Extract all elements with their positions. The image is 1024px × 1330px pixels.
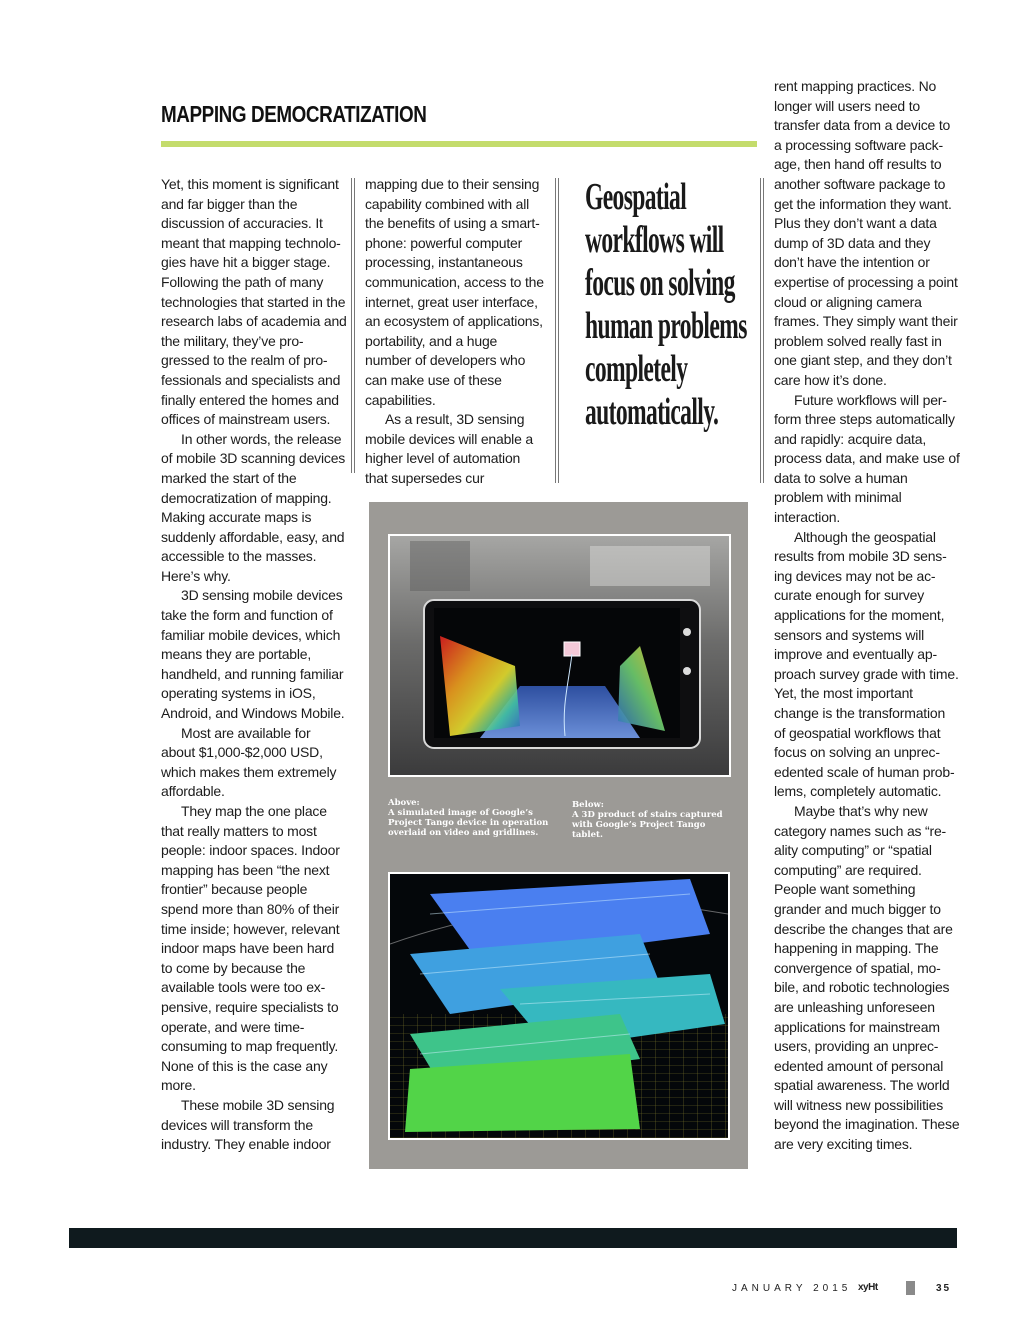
paragraph: As a result, 3D sensing mobile devices will enable a higher level of automation that supersedes cur	[365, 411, 533, 486]
paragraph: rent mapping practices. No longer will users need to transfer data from a device to a processing software package, then hand off results to another software package to get the information they want. Plus they don’t want a data dump of 3D data and they don’t have the intention or expertise of processing a point cloud or aligning camera frames. They simply want their problem solved really fast in one giant step, and they don’t care how it’s done.	[774, 78, 958, 388]
figure-panel	[369, 502, 748, 1169]
folio-divider-block	[906, 1281, 915, 1295]
paragraph: In other words, the release of mobile 3D scanning devices marked the start of the democratization of mapping. Making accurate maps is suddenly affordable, easy, and accessible to the masses. Here’s why.	[161, 430, 346, 584]
caption-text: A simulated image of Google’s Project Tango device in operation overlaid on video and gridlines.	[388, 808, 549, 838]
paragraph: Maybe that’s why new category names such as “reality computing” or “spatial computing” are required. People want something grander and much bigger to describe the changes that are happening in mapping. The convergence of spatial, mobile, and robotic technologies are unleashing unforeseen applications for mainstream users, providing an unprecedented amount of personal spatial awareness. The world will witness new possibilities beyond the imagination. These are very exciting times.	[774, 802, 960, 1153]
article-headline: MAPPING DEMOCRATIZATION	[161, 101, 427, 127]
pull-quote-line: workflows will	[585, 219, 724, 261]
paragraph: mapping due to their sensing capability combined with all the benefits of using a smartphone: powerful computer processing, instantaneous communication, access to the internet, great user interface, an ecosystem of applications, portability, and a huge number of developers who can make use of these capabilities.	[365, 176, 544, 408]
figure-caption-above	[388, 798, 553, 838]
tango-tablet-photo	[388, 534, 731, 777]
stairs-3d-scan-image	[388, 872, 730, 1140]
magazine-logo: xyHt	[858, 1282, 878, 1293]
tango-tablet-illustration	[390, 536, 729, 775]
column-divider	[351, 178, 352, 473]
column-divider	[763, 178, 764, 483]
stairs-scan-illustration	[390, 874, 728, 1138]
pull-quote-line: automatically.	[585, 391, 719, 433]
footer-bar	[69, 1228, 957, 1248]
pull-quote	[585, 176, 745, 434]
paragraph: These mobile 3D sensing devices will transform the industry. They enable indoor	[161, 1096, 335, 1153]
column-4	[774, 77, 960, 1155]
paragraph: 3D sensing mobile devices take the form and function of familiar mobile devices, which means they are portable, handheld, and running familiar operating systems in iOS, Android, and Windows Mobile.	[161, 587, 345, 722]
paragraph: Most are available for about $1,000-$2,000 USD, which makes them extremely affordable.	[161, 724, 337, 800]
headline-rule	[161, 141, 757, 147]
caption-label: Below:	[572, 800, 604, 810]
paragraph: They map the one place that really matters to most people: indoor spaces. Indoor mapping has been “the next frontier” because people spend more than 80% of their time inside; however, relevant indoor maps have been hard to come by because the available tools were too expensive, require specialists to operate, and were time-consuming to map frequently. None of this is the case any more.	[161, 803, 340, 1094]
column-divider	[555, 178, 556, 483]
column-divider	[354, 178, 355, 473]
pull-quote-line: focus on solving	[585, 262, 735, 304]
page-number: 35	[936, 1283, 952, 1294]
paragraph: Yet, this moment is significant and far bigger than the discussion of accuracies. It meant that mapping technologies have hit a bigger stage. Following the path of many technologies that started in the research labs of academia and the military, they’ve progressed to the realm of professionals and specialists and finally entered the homes and offices of mainstream users.	[161, 176, 347, 428]
pull-quote-line: Geospatial	[585, 176, 687, 218]
pull-quote-line: human problems	[585, 305, 747, 347]
issue-date: JANUARY 2015	[732, 1283, 852, 1294]
caption-label: Above:	[388, 798, 420, 808]
caption-text: A 3D product of stairs captured with Google’s Project Tango tablet.	[572, 810, 723, 840]
pull-quote-line: completely	[585, 348, 688, 390]
paragraph: Future workflows will perform three steps automatically and rapidly: acquire data, process data, and make use of data to solve a human problem with minimal interaction.	[774, 391, 960, 526]
column-divider	[558, 178, 559, 483]
paragraph: Although the geospatial results from mobile 3D sensing devices may not be accurate enough for survey applications for the moment, sensors and systems will improve and eventually approach survey grade with time. Yet, the most important change is the transformation of geospatial workflows that focus on solving an unprecedented scale of human problems, completely automatic.	[774, 528, 959, 800]
column-1	[161, 175, 347, 1155]
figure-caption-below	[572, 800, 737, 840]
column-2	[365, 175, 545, 489]
column-divider	[760, 178, 761, 483]
